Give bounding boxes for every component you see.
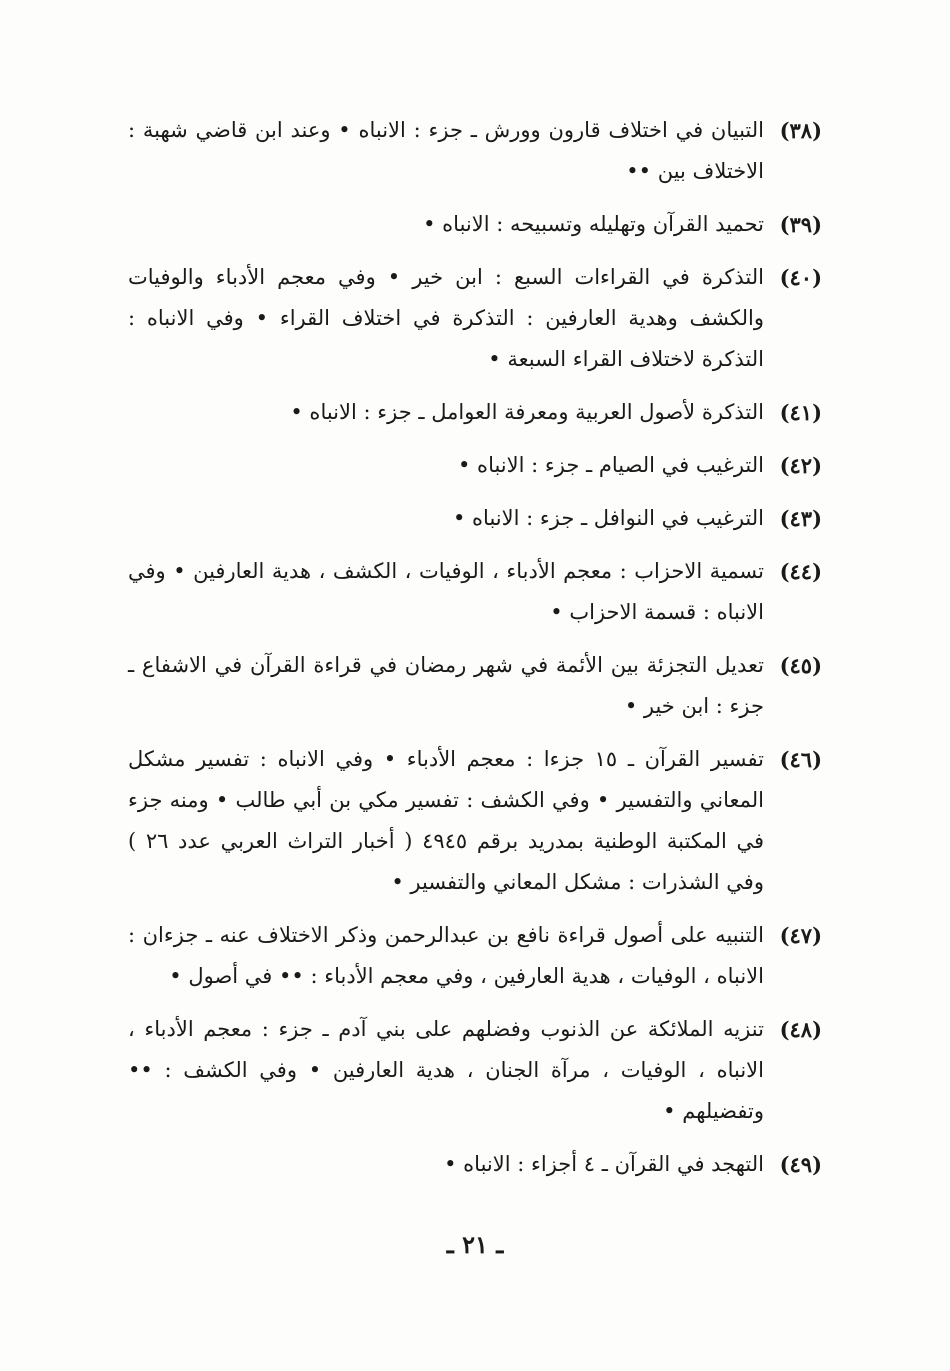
list-item	[128, 392, 822, 433]
bibliography-list	[128, 110, 822, 1197]
list-item	[128, 645, 822, 727]
entry-text: التهجد في القرآن ـ ٤ أجزاء : الانباه •	[444, 1152, 764, 1176]
list-item	[128, 445, 822, 486]
entry-number: (٤٨)	[779, 1017, 822, 1042]
list-item	[128, 257, 822, 380]
list-item	[128, 1144, 822, 1185]
entry-number: (٤٦)	[779, 747, 822, 772]
list-item	[128, 915, 822, 997]
entry-text: التبيان في اختلاف قارون وورش ـ جزء : الانباه • وعند ابن قاضي شهبة : الاختلاف بين ••	[128, 118, 764, 183]
list-item	[128, 739, 822, 903]
entry-text: الترغيب في النوافل ـ جزء : الانباه •	[452, 506, 764, 530]
list-item	[128, 204, 822, 245]
entry-number: (٤٧)	[779, 923, 822, 948]
list-item	[128, 551, 822, 633]
entry-text: تحميد القرآن وتهليله وتسبيحه : الانباه •	[423, 212, 764, 236]
entry-text: التذكرة لأصول العربية ومعرفة العوامل ـ جزء : الانباه •	[290, 400, 764, 424]
list-item	[128, 498, 822, 539]
entry-text: تعديل التجزئة بين الأئمة في شهر رمضان في قراءة القرآن في الاشفاع ـ جزء : ابن خير •	[128, 653, 764, 718]
list-item	[128, 110, 822, 192]
entry-text: تسمية الاحزاب : معجم الأدباء ، الوفيات ، الكشف ، هدية العارفين • وفي الانباه : قسمة الاحزاب •	[128, 559, 764, 624]
entry-text: الترغيب في الصيام ـ جزء : الانباه •	[458, 453, 764, 477]
entry-number: (٤١)	[779, 400, 822, 425]
entry-text: التنبيه على أصول قراءة نافع بن عبدالرحمن وذكر الاختلاف عنه ـ جزءان : الانباه ، الوفيات ، هدية العارفين ، وفي معجم الأدباء : •• في أصول •	[128, 923, 764, 988]
entry-text: التذكرة في القراءات السبع : ابن خير • وفي معجم الأدباء والوفيات والكشف وهدية العارفين : التذكرة في اختلاف القراء • وفي الانباه : التذكرة لاختلاف القراء السبعة •	[128, 265, 764, 371]
entry-text: تفسير القرآن ـ ١٥ جزءا : معجم الأدباء • وفي الانباه : تفسير مشكل المعاني والتفسير • وفي الكشف : تفسير مكي بن أبي طالب • ومنه جزء في المكتبة الوطنية بمدريد برقم ٤٩٤٥ ( أخبار التراث العربي عدد ٢٦ ) وفي الشذرات : مشكل المعاني والتفسير •	[128, 747, 764, 894]
entry-number: (٤٥)	[779, 653, 822, 678]
entry-number: (٣٨)	[779, 118, 822, 143]
entry-number: (٤٢)	[779, 453, 822, 478]
entry-number: (٤٠)	[779, 265, 822, 290]
entry-number: (٣٩)	[779, 212, 822, 237]
entry-number: (٤٣)	[779, 506, 822, 531]
list-item	[128, 1009, 822, 1132]
entry-number: (٤٤)	[779, 559, 822, 584]
entry-text: تنزيه الملائكة عن الذنوب وفضلهم على بني آدم ـ جزء : معجم الأدباء ، الانباه ، الوفيات ، مرآة الجنان ، هدية العارفين • وفي الكشف : •• وتفضيلهم •	[128, 1017, 764, 1123]
page-number: ـ ٢١ ـ	[446, 1230, 504, 1259]
entry-number: (٤٩)	[779, 1152, 822, 1177]
